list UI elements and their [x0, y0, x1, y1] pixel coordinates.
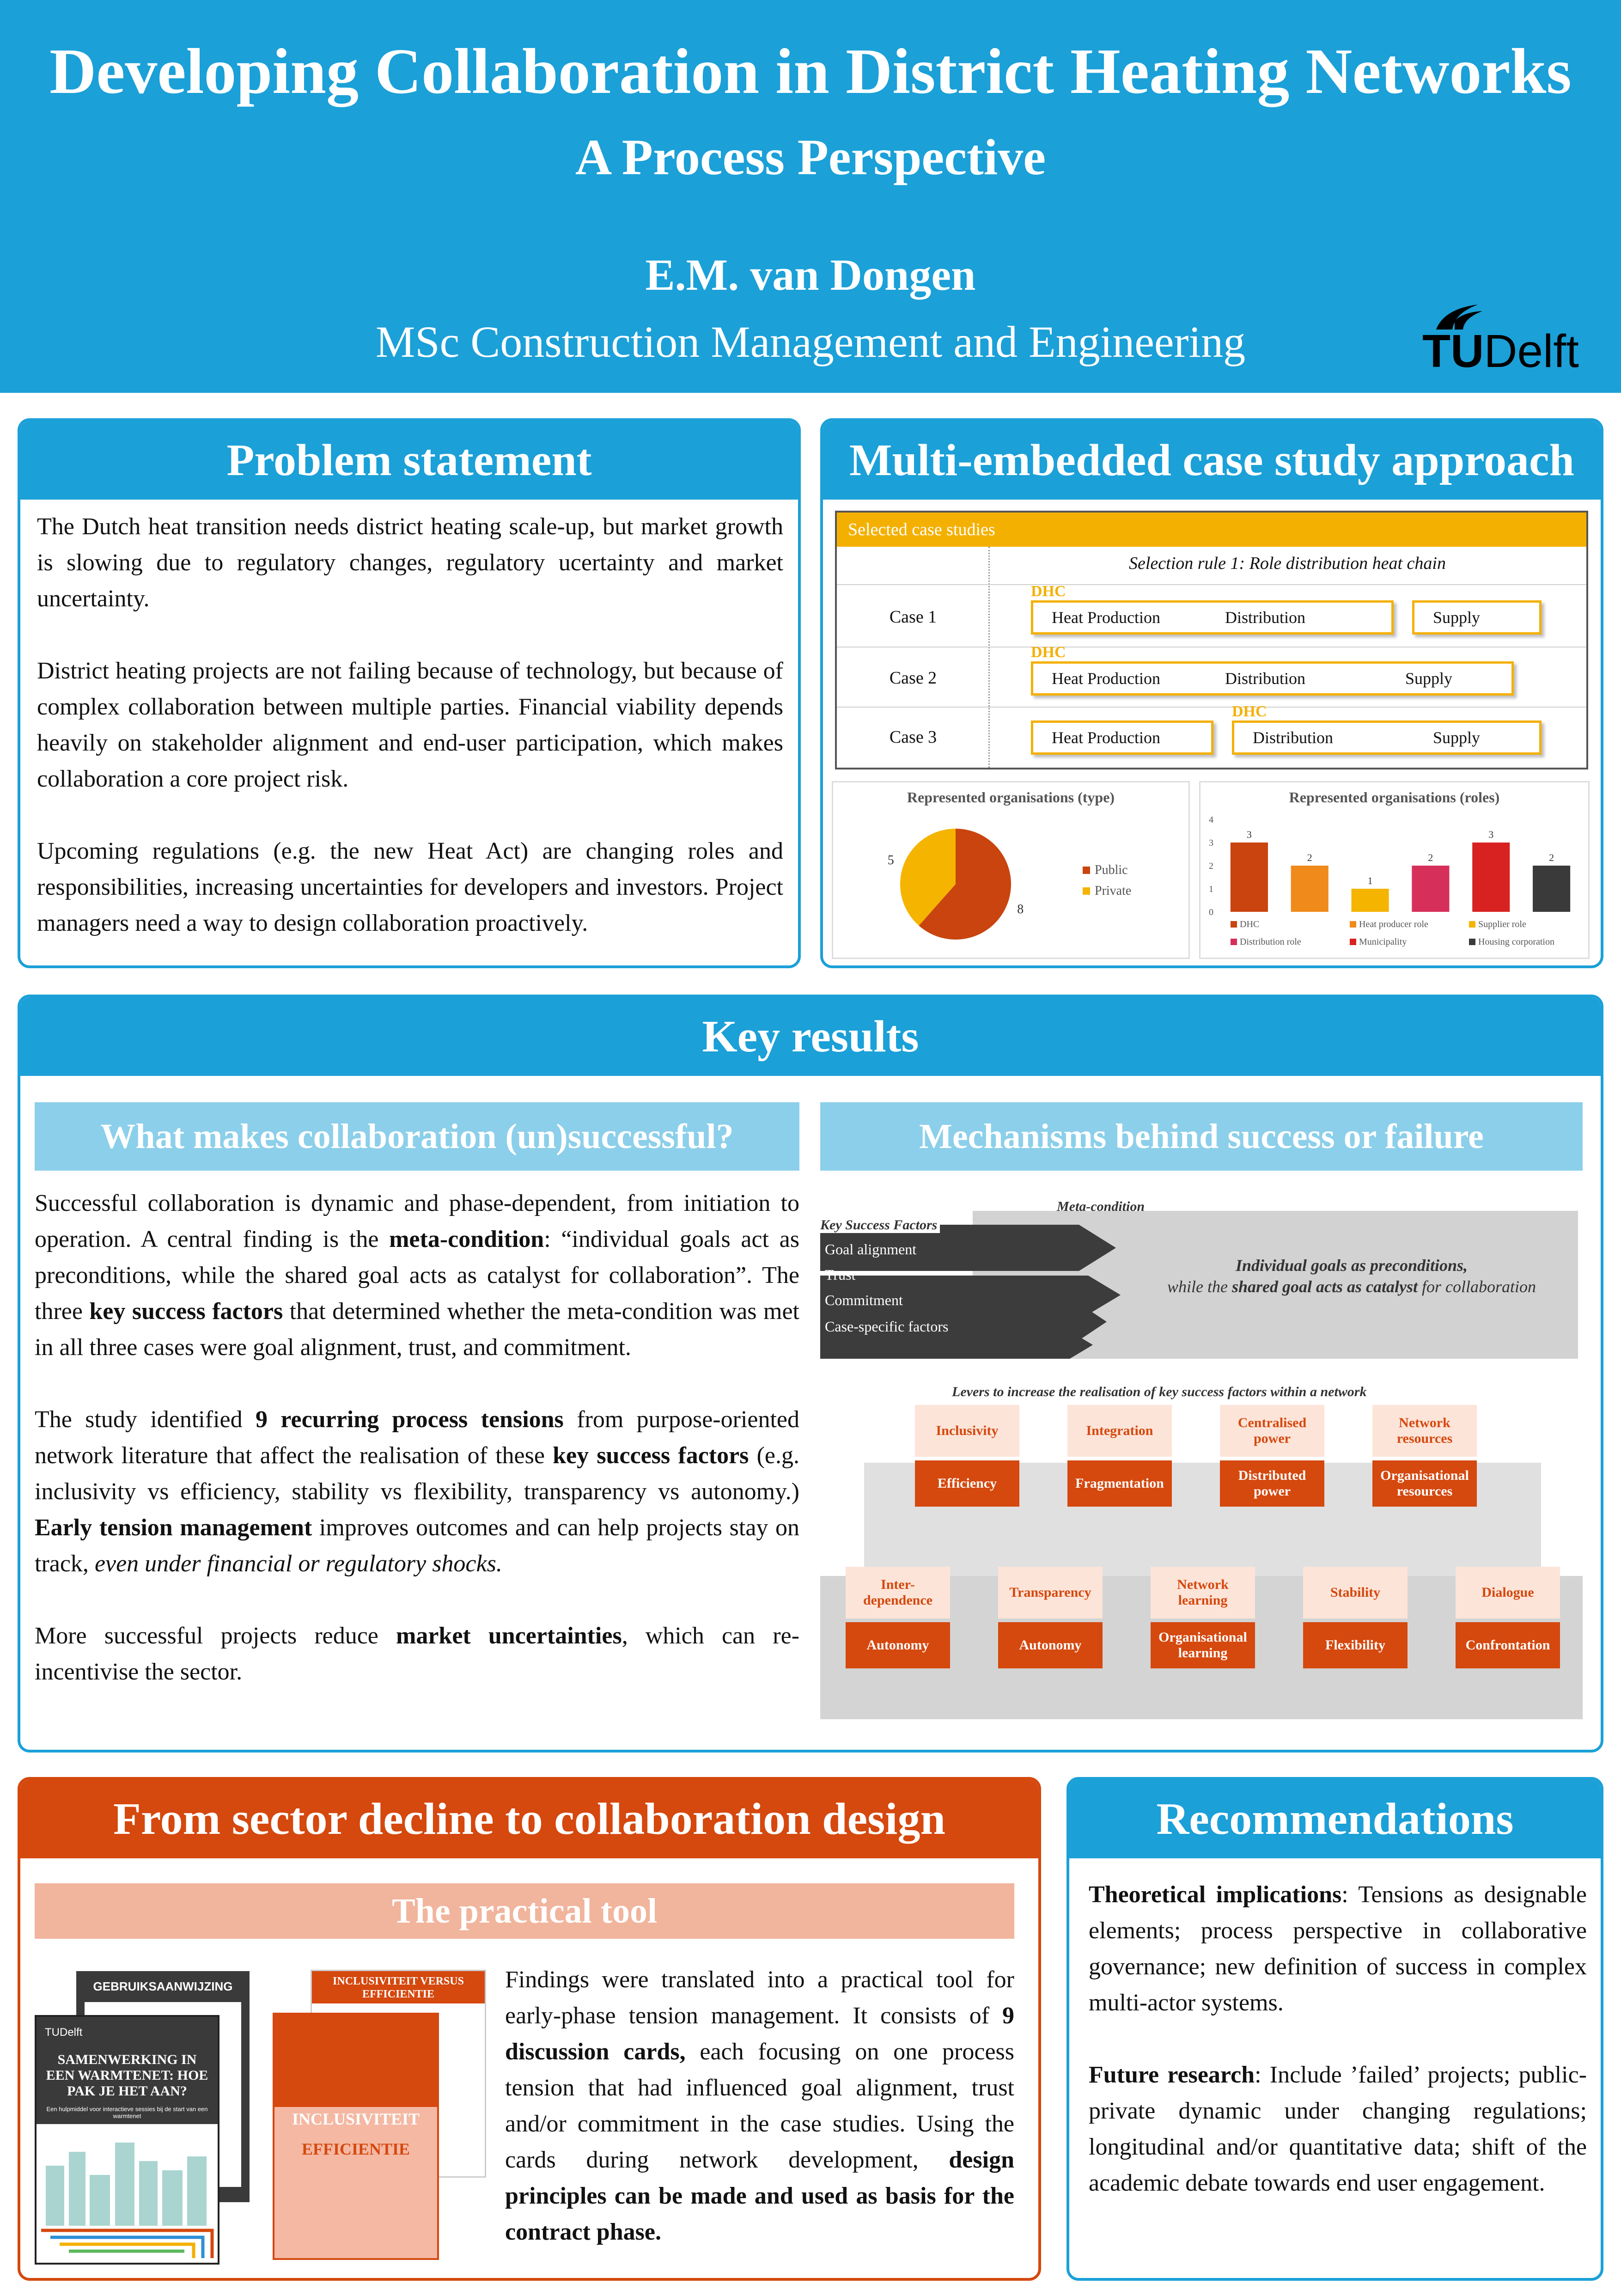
legend-label: Supplier role	[1478, 919, 1526, 929]
legend-label: Municipality	[1359, 937, 1407, 947]
case-label: Case 2	[889, 668, 937, 688]
card-back: INCLUSIVITEIT VERSUS EFFICIENTIE	[311, 1970, 486, 2178]
heat-chain-role: Distribution	[1225, 608, 1306, 627]
heat-chain-box	[1412, 600, 1542, 635]
legend-swatch	[1231, 939, 1237, 945]
heat-chain-role: Heat Production	[1052, 608, 1160, 627]
meta-condition-text: Individual goals as preconditions, while the shared goal acts as catalyst for collaboration	[1167, 1256, 1536, 1296]
ksf-label: Key Success Factors	[820, 1217, 940, 1233]
dhc-label: DHC	[1232, 703, 1267, 720]
dhc-label: DHC	[1031, 583, 1066, 600]
mechanism-subheading: Mechanisms behind success or failure	[820, 1102, 1583, 1171]
legend-label: Private	[1095, 884, 1132, 898]
bar-chart-title: Represented organisations (roles)	[1289, 789, 1500, 806]
recommendations-heading: Recommendations	[1069, 1780, 1601, 1858]
pie-data-label: 5	[887, 853, 894, 867]
key-results-heading: Key results	[20, 997, 1601, 1076]
heat-chain-role: Heat Production	[1052, 669, 1160, 688]
y-tick-label: 1	[1209, 884, 1213, 894]
tension-lever: Transparency Autonomy	[998, 1567, 1103, 1668]
y-tick-label: 2	[1209, 861, 1213, 871]
legend-swatch	[1469, 921, 1475, 928]
problem-paragraph: District heating projects are not failing because of technology, but because of complex collaboration between multiple parties. Financial viability depends heavily on stakeholder alignment and end-user participation, which makes collaboration a core project risk.	[37, 658, 783, 792]
theoretical-implications: Theoretical implications: Tensions as designable elements; process perspective in collaborative governance; new definition of success in complex multi-actor systems.	[1089, 1881, 1587, 2016]
heat-chain-box	[1031, 600, 1394, 635]
legend-label: DHC	[1240, 919, 1260, 929]
heat-chain-box	[1232, 721, 1542, 755]
tension-lever: Stability Flexibility	[1303, 1567, 1408, 1668]
heat-chain-role: Distribution	[1253, 728, 1334, 747]
tudelft-logo: TUDelft	[1422, 303, 1598, 377]
problem-panel	[18, 418, 801, 968]
pie-data-label: 8	[1017, 902, 1024, 917]
manual-card: GEBRUIKSAANWIJZING	[76, 1971, 250, 2202]
pie-chart	[832, 781, 1190, 959]
problem-paragraph: The Dutch heat transition needs district heating scale-up, but market growth is slowing due to regulatory changes, regulatory ucertainty and market uncertainty.	[37, 513, 783, 612]
heat-chain-role: Supply	[1433, 728, 1481, 747]
case-table	[835, 511, 1588, 769]
bar-distribution-role	[1412, 866, 1449, 912]
case-study-heading: Multi-embedded case study approach	[823, 421, 1601, 500]
y-tick-label: 4	[1209, 815, 1213, 825]
tension-lever: Network resources Organisational resources	[1372, 1405, 1477, 1507]
tension-lever: Inclusivity Efficiency	[915, 1405, 1019, 1507]
case-label: Case 3	[889, 727, 937, 747]
key-results-text: Successful collaboration is dynamic and phase-dependent, from initiation to operation. A central finding is the meta-condition: “individual goals act as preconditions, while the shared goal acts as catalyst for collaboration”. The three key success factors that determined whether the meta-condition was met in all three cases were goal alignment, trust, and commitment. The study identified 9 recurring process tensions from purpose-oriented network literature that affect the realisation of these key success factors (e.g. inclusivity vs efficiency, stability vs flexibility, transparency vs autonomy.) Early tension management improves outcomes and can help projects stay on track, even under financial or regulatory shocks. More successful projects reduce market uncertainties, which can re-incentivise the sector.	[35, 1190, 800, 1685]
success-subheading: What makes collaboration (un)successful?	[35, 1102, 799, 1171]
legend-swatch	[1231, 921, 1237, 928]
heat-chain-role: Supply	[1433, 608, 1481, 627]
poster-title: Developing Collaboration in District Heating Networks	[49, 36, 1572, 107]
tool-subheading: The practical tool	[35, 1883, 1014, 1939]
legend-swatch	[1350, 921, 1356, 928]
legend-label: Distribution role	[1240, 937, 1301, 947]
recommendations-panel	[1066, 1777, 1603, 2281]
legend-swatch	[1083, 887, 1090, 895]
dhc-label: DHC	[1031, 644, 1066, 661]
legend-label: Heat producer role	[1359, 919, 1428, 929]
meta-condition-label: Meta-condition	[1057, 1199, 1145, 1214]
city-skyline-icon	[37, 2124, 218, 2263]
discussion-card: INCLUSIVITEIT EFFICIENTIE	[273, 2013, 439, 2260]
heat-chain-role: Supply	[1405, 669, 1453, 688]
tension-lever: Inter-dependence Autonomy	[846, 1567, 950, 1668]
heat-chain-role: Distribution	[1225, 669, 1306, 688]
heat-chain-box	[1031, 721, 1213, 755]
problem-paragraph: Upcoming regulations (e.g. the new Heat Act) are changing roles and responsibilities, increasing uncertainties for developers and investors. Project managers need a way to design collaboration proactively.	[37, 838, 783, 936]
bar-data-label: 3	[1488, 829, 1494, 840]
poster-program: MSc Construction Management and Engineering	[375, 317, 1246, 366]
problem-heading: Problem statement	[20, 421, 798, 500]
bar-data-label: 1	[1367, 875, 1373, 886]
poster-header	[0, 0, 1621, 393]
legend-label: Public	[1095, 863, 1128, 877]
bar-data-label: 2	[1428, 852, 1433, 863]
bar-heat-producer-role	[1291, 866, 1328, 912]
tension-lever: Centralised power Distributed power	[1220, 1405, 1324, 1507]
case-table-title: Selected case studies	[837, 513, 1586, 547]
bar-dhc	[1231, 843, 1268, 912]
mechanism-diagram	[820, 1192, 1583, 1728]
factor-goal-alignment: Goal alignment	[825, 1241, 917, 1258]
booklet-cover: TUDelft SAMENWERKING IN EEN WARMTENET: HOE PAK JE HET AAN? Een hulpmiddel voor interactieve sessies bij de start van een warmtenet	[35, 2015, 219, 2265]
bar-municipality	[1472, 843, 1510, 912]
y-tick-label: 3	[1209, 838, 1213, 848]
legend-swatch	[1083, 867, 1090, 874]
legend-swatch	[1350, 939, 1356, 945]
bar-data-label: 2	[1307, 852, 1312, 863]
selection-rule: Selection rule 1: Role distribution heat chain	[1129, 554, 1446, 573]
heat-chain-role: Heat Production	[1052, 728, 1160, 747]
tension-lever: Dialogue Confrontation	[1456, 1567, 1560, 1668]
bar-chart	[1199, 781, 1590, 959]
problem-text	[20, 500, 798, 941]
tension-lever: Integration Fragmentation	[1067, 1405, 1172, 1507]
tension-lever: Network learning Organisational learning	[1151, 1567, 1255, 1668]
bar-supplier-role	[1352, 889, 1389, 912]
legend-swatch	[1469, 939, 1475, 945]
future-research: Future research: Include ’failed’ projects; public-private dynamic under changing regulations; longitudinal and/or quantitative data; shift of the academic debate towards end user engagement.	[1089, 2062, 1587, 2196]
legend-label: Housing corporation	[1478, 937, 1554, 947]
bar-data-label: 2	[1549, 852, 1554, 863]
factor-case-specific: Case-specific factors	[825, 1318, 949, 1335]
tool-text: Findings were translated into a practical tool for early-phase tension management. It consists of 9 discussion cards, each focusing on one process tension that had influenced goal alignment, trust and/or commitment in the case studies. Using the cards during network development, design principles can be made and used as basis for the contract phase.	[505, 1966, 1014, 2245]
poster-subtitle: A Process Perspective	[575, 129, 1046, 185]
factor-trust: Trust	[825, 1266, 856, 1283]
heat-chain-box	[1031, 661, 1514, 696]
y-tick-label: 0	[1209, 907, 1213, 917]
tool-heading: From sector decline to collaboration design	[20, 1780, 1038, 1858]
case-label: Case 1	[889, 607, 937, 627]
bar-data-label: 3	[1246, 829, 1252, 840]
pie-chart-title: Represented organisations (type)	[907, 789, 1115, 806]
bar-housing-corporation	[1533, 866, 1570, 912]
poster-author: E.M. van Dongen	[645, 250, 976, 299]
levers-title: Levers to increase the realisation of key success factors within a network	[952, 1384, 1367, 1399]
factor-commitment: Commitment	[825, 1292, 903, 1308]
